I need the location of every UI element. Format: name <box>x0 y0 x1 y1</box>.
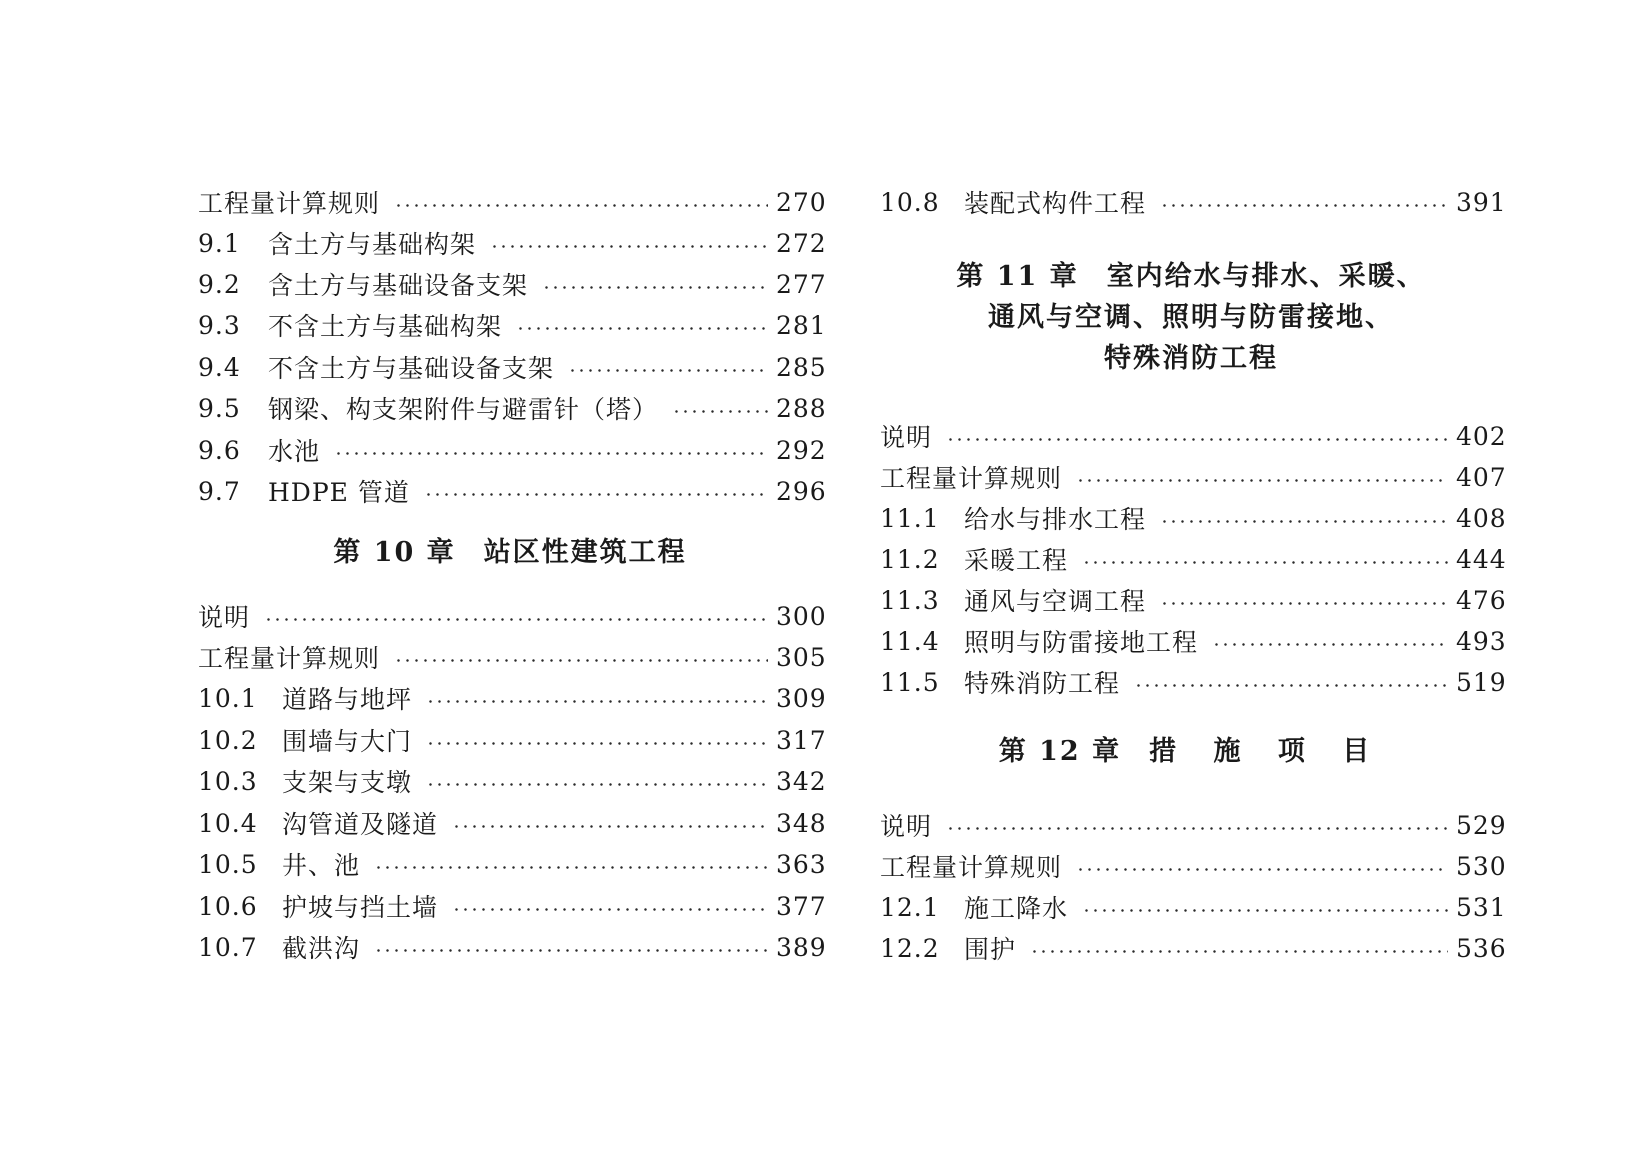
dot-leader <box>1030 950 1448 953</box>
toc-entry[interactable] <box>880 805 1507 845</box>
page-number: 270 <box>776 187 827 217</box>
page-number: 389 <box>776 932 827 962</box>
section-title: 工程量计算规则 <box>198 189 381 218</box>
section-title: 沟管道及隧道 <box>282 810 439 839</box>
chapter-label: 第 11 章 <box>956 261 1079 292</box>
page-number: 292 <box>776 435 827 465</box>
section-number: 10.8 <box>880 187 940 217</box>
page-number: 530 <box>1456 851 1507 881</box>
page-number: 342 <box>776 766 827 796</box>
toc-entry[interactable] <box>880 846 1507 886</box>
chapter-11-heading-line1 <box>880 257 1502 297</box>
section-title: 水池 <box>268 437 321 466</box>
page-number: 285 <box>776 352 827 382</box>
section-number: 9.5 <box>198 393 241 423</box>
section-title: 说明 <box>880 423 933 452</box>
dot-leader <box>424 493 768 496</box>
page-number: 402 <box>1456 421 1507 451</box>
toc-entry[interactable] <box>198 803 827 843</box>
toc-entry[interactable] <box>198 678 827 718</box>
dot-leader <box>1076 479 1448 482</box>
section-title: HDPE 管道 <box>268 478 410 507</box>
section-number: 11.1 <box>880 503 940 533</box>
toc-entry[interactable] <box>198 182 827 222</box>
page-number: 272 <box>776 228 827 258</box>
dot-leader <box>374 866 768 869</box>
page-number: 519 <box>1456 667 1507 697</box>
section-number: 10.1 <box>198 683 258 713</box>
section-title: 采暖工程 <box>964 546 1069 575</box>
toc-entry[interactable] <box>880 182 1507 222</box>
page-number: 408 <box>1456 503 1507 533</box>
section-number: 10.7 <box>198 932 258 962</box>
chapter-title-line1: 室内给水与排水、采暖、 <box>1106 261 1426 292</box>
dot-leader <box>426 700 768 703</box>
toc-entry[interactable] <box>198 844 827 884</box>
dot-leader <box>1076 868 1448 871</box>
page-number: 391 <box>1456 187 1507 217</box>
section-number: 12.2 <box>880 933 940 963</box>
chapter-12-heading <box>880 732 1502 772</box>
dot-leader <box>946 438 1448 441</box>
section-title: 给水与排水工程 <box>964 505 1147 534</box>
section-number: 11.3 <box>880 585 940 615</box>
toc-entry[interactable] <box>198 927 827 967</box>
section-number: 9.3 <box>198 310 241 340</box>
section-title: 说明 <box>880 812 933 841</box>
toc-entry[interactable] <box>198 637 827 677</box>
page-number: 407 <box>1456 462 1507 492</box>
toc-entry[interactable] <box>880 662 1507 702</box>
chapter-label: 第 10 章 <box>333 537 456 568</box>
page-number: 363 <box>776 849 827 879</box>
section-number: 11.5 <box>880 667 940 697</box>
page-number: 305 <box>776 642 827 672</box>
dot-leader <box>1082 909 1448 912</box>
dot-leader <box>264 618 768 621</box>
chapter-label: 第 12 章 <box>998 736 1122 767</box>
page-number: 309 <box>776 683 827 713</box>
page-number: 529 <box>1456 810 1507 840</box>
section-title: 不含土方与基础设备支架 <box>268 354 555 383</box>
toc-entry[interactable] <box>880 457 1507 497</box>
chapter-11-heading-line3: 特殊消防工程 <box>1104 343 1278 374</box>
page-number: 536 <box>1456 933 1507 963</box>
dot-leader <box>946 827 1448 830</box>
section-title: 通风与空调工程 <box>964 587 1147 616</box>
chapter-title: 站区性建筑工程 <box>483 537 687 568</box>
dot-leader <box>1160 602 1448 605</box>
page-number: 277 <box>776 269 827 299</box>
page-number: 377 <box>776 891 827 921</box>
toc-entry[interactable] <box>880 416 1507 456</box>
page-number: 288 <box>776 393 827 423</box>
section-title: 围墙与大门 <box>282 727 413 756</box>
section-title: 钢梁、构支架附件与避雷针（塔） <box>268 395 659 424</box>
toc-entry[interactable] <box>198 388 827 428</box>
section-number: 9.2 <box>198 269 241 299</box>
section-number: 9.1 <box>198 228 241 258</box>
section-title: 井、池 <box>282 851 361 880</box>
dot-leader <box>426 783 768 786</box>
section-title: 含土方与基础构架 <box>268 230 477 259</box>
section-title: 含土方与基础设备支架 <box>268 271 529 300</box>
dot-leader <box>672 410 768 413</box>
dot-leader <box>490 245 768 248</box>
toc-entry[interactable] <box>198 596 827 636</box>
dot-leader <box>334 452 768 455</box>
dot-leader <box>374 949 768 952</box>
chapter-title: 措 施 项 目 <box>1149 736 1384 767</box>
section-title: 工程量计算规则 <box>880 853 1063 882</box>
toc-entry[interactable] <box>880 621 1507 661</box>
toc-entry[interactable] <box>198 471 827 511</box>
dot-leader <box>1134 684 1448 687</box>
toc-entry[interactable] <box>198 430 827 470</box>
toc-entry[interactable] <box>198 264 827 304</box>
dot-leader <box>1212 643 1448 646</box>
section-title: 装配式构件工程 <box>964 189 1147 218</box>
page-number: 348 <box>776 808 827 838</box>
section-title: 说明 <box>198 603 251 632</box>
section-number: 9.6 <box>198 435 241 465</box>
section-title: 照明与防雷接地工程 <box>964 628 1199 657</box>
chapter-10-heading <box>198 533 822 573</box>
toc-entry[interactable] <box>198 720 827 760</box>
section-number: 10.3 <box>198 766 258 796</box>
dot-leader <box>394 659 768 662</box>
dot-leader <box>568 369 768 372</box>
toc-entry[interactable] <box>198 886 827 926</box>
page-number: 317 <box>776 725 827 755</box>
section-title: 截洪沟 <box>282 934 361 963</box>
section-number: 9.4 <box>198 352 241 382</box>
section-number: 12.1 <box>880 892 940 922</box>
section-title: 特殊消防工程 <box>964 669 1121 698</box>
section-title: 护坡与挡土墙 <box>282 893 439 922</box>
page-number: 476 <box>1456 585 1507 615</box>
dot-leader <box>516 327 768 330</box>
chapter-11-heading-line2: 通风与空调、照明与防雷接地、 <box>988 302 1394 333</box>
dot-leader <box>1160 520 1448 523</box>
section-title: 工程量计算规则 <box>880 464 1063 493</box>
toc-entry[interactable] <box>880 928 1507 968</box>
toc-entry[interactable] <box>880 887 1507 927</box>
dot-leader <box>1160 204 1448 207</box>
page-number: 296 <box>776 476 827 506</box>
dot-leader <box>452 908 768 911</box>
toc-entry[interactable] <box>880 580 1507 620</box>
page-number: 444 <box>1456 544 1507 574</box>
section-title: 不含土方与基础构架 <box>268 312 503 341</box>
dot-leader <box>452 825 768 828</box>
toc-entry[interactable] <box>198 761 827 801</box>
dot-leader <box>1082 561 1448 564</box>
page-number: 281 <box>776 310 827 340</box>
page-number: 493 <box>1456 626 1507 656</box>
section-number: 11.4 <box>880 626 940 656</box>
page-number: 531 <box>1456 892 1507 922</box>
section-number: 10.6 <box>198 891 258 921</box>
toc-entry[interactable] <box>198 305 827 345</box>
section-title: 施工降水 <box>964 894 1069 923</box>
section-number: 10.4 <box>198 808 258 838</box>
section-number: 11.2 <box>880 544 940 574</box>
section-number: 10.5 <box>198 849 258 879</box>
dot-leader <box>426 742 768 745</box>
toc-entry[interactable] <box>198 347 827 387</box>
page-number: 300 <box>776 601 827 631</box>
section-title: 支架与支墩 <box>282 768 413 797</box>
section-title: 道路与地坪 <box>282 685 413 714</box>
toc-entry[interactable] <box>880 539 1507 579</box>
section-number: 10.2 <box>198 725 258 755</box>
section-title: 围护 <box>964 935 1017 964</box>
section-number: 9.7 <box>198 476 241 506</box>
dot-leader <box>542 286 768 289</box>
dot-leader <box>394 204 768 207</box>
section-title: 工程量计算规则 <box>198 644 381 673</box>
toc-entry[interactable] <box>880 498 1507 538</box>
toc-entry[interactable] <box>198 223 827 263</box>
